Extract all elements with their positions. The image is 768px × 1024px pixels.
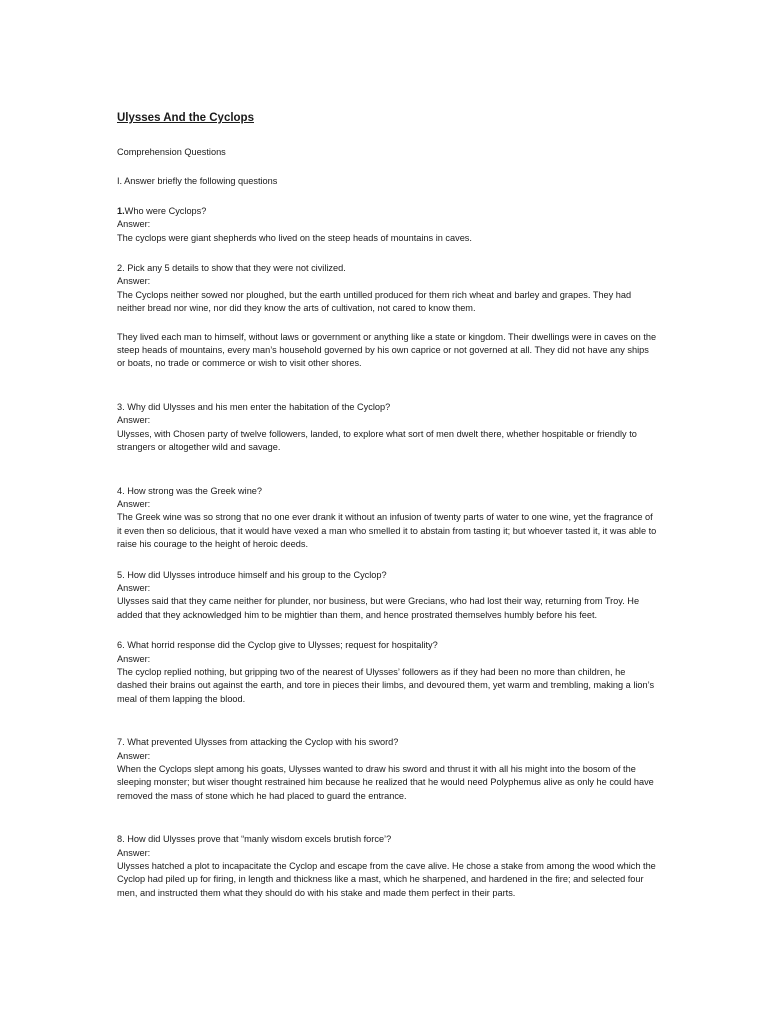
question-text: 3. Why did Ulysses and his men enter the habitation of the Cyclop? <box>117 401 391 412</box>
answer-label: Answer: <box>117 750 151 761</box>
answer-label: Answer: <box>117 415 151 426</box>
answer-text: Ulysses hatched a plot to incapacitate the Cyclop and escape from the cave alive. He chose a stake from among the wood which the Cyclop had piled up for firing, in length and thickness like a mast, which he sharpened, and hardened in the fire; and selected four men, and instructed them what they should do with his stake and made them perfect in their parts. <box>117 861 656 898</box>
document-subtitle: Comprehension Questions <box>117 147 226 157</box>
question-block-3 <box>117 401 657 455</box>
answer-text: The cyclop replied nothing, but gripping two of the nearest of Ulysses’ followers as if they had been no more than children, he dashed their brains out against the earth, and tore in pieces their limbs, and devoured them, yet warm and trembling, making a lion’s meal of them lapping the blood. <box>117 666 655 704</box>
answer-label: Answer: <box>117 498 151 509</box>
answer-label: Answer: <box>117 276 151 287</box>
instruction-text: I. Answer briefly the following questions <box>117 176 278 187</box>
answer-text: The cyclops were giant shepherds who lived on the steep heads of mountains in caves. <box>117 232 472 243</box>
question-block-2 <box>117 262 657 371</box>
question-block-5 <box>117 569 657 623</box>
question-text: 1.Who were Cyclops? <box>117 205 207 216</box>
answer-label: Answer: <box>117 219 151 230</box>
document-title: Ulysses And the Cyclops <box>117 112 254 124</box>
question-text: 7. What prevented Ulysses from attacking the Cyclop with his sword? <box>117 737 399 748</box>
answer-label: Answer: <box>117 847 151 858</box>
question-text: 6. What horrid response did the Cyclop give to Ulysses; request for hospitality? <box>117 640 438 651</box>
question-number: 1. <box>117 205 125 216</box>
question-text: 4. How strong was the Greek wine? <box>117 485 263 496</box>
question-block-7 <box>117 736 657 803</box>
question-text: 2. Pick any 5 details to show that they were not civilized. <box>117 263 346 274</box>
question-block-8 <box>117 833 657 900</box>
question-text: 8. How did Ulysses prove that “manly wisdom excels brutish force’? <box>117 834 392 845</box>
question-block-6 <box>117 639 657 706</box>
answer-text: Ulysses said that they came neither for plunder, nor business, but were Grecians, who had lost their way, returning from Troy. He added that they acknowledged him to be mightier than them, and hence prostrated themselves humbly before his feet. <box>117 596 640 620</box>
document-page <box>117 110 657 917</box>
answer-label: Answer: <box>117 582 151 593</box>
question-block-1 <box>117 205 657 245</box>
answer-text: The Cyclops neither sowed nor ploughed, but the earth untilled produced for them rich wheat and barley and grapes. They had neither bread nor wine, nor did they know the arts of cultivation, not cared to know them. <box>117 289 632 314</box>
answer-text: They lived each man to himself, without laws or government or anything like a state or kingdom. Their dwellings were in caves on the steep heads of mountains, every man’s household governed by his own caprice or not governed at all. They did not have any ships or boats, no trade or commerce or wish to visit other shores. <box>117 331 657 369</box>
question-text: 5. How did Ulysses introduce himself and his group to the Cyclop? <box>117 569 387 580</box>
answer-text: When the Cyclops slept among his goats, Ulysses wanted to draw his sword and thrust it with all his might into the bosom of the sleeping monster; but wiser thought restrained him because he realized that he would need Polyphemus alive as only he could have removed the mass of stone which he had placed to guard the entrance. <box>117 764 654 801</box>
answer-label: Answer: <box>117 653 151 664</box>
answer-text: The Greek wine was so strong that no one ever drank it without an infusion of twenty parts of water to one wine, yet the fragrance of it even then so delicious, that it would have vexed a man who smelled it to abstain from tasting it; but whoever tasted it, it was able to raise his courage to the height of heroic deeds. <box>117 512 657 550</box>
question-block-4 <box>117 485 657 552</box>
answer-text: Ulysses, with Chosen party of twelve followers, landed, to explore what sort of men dwelt there, whether hospitable or friendly to strangers or altogether wild and savage. <box>117 428 637 453</box>
